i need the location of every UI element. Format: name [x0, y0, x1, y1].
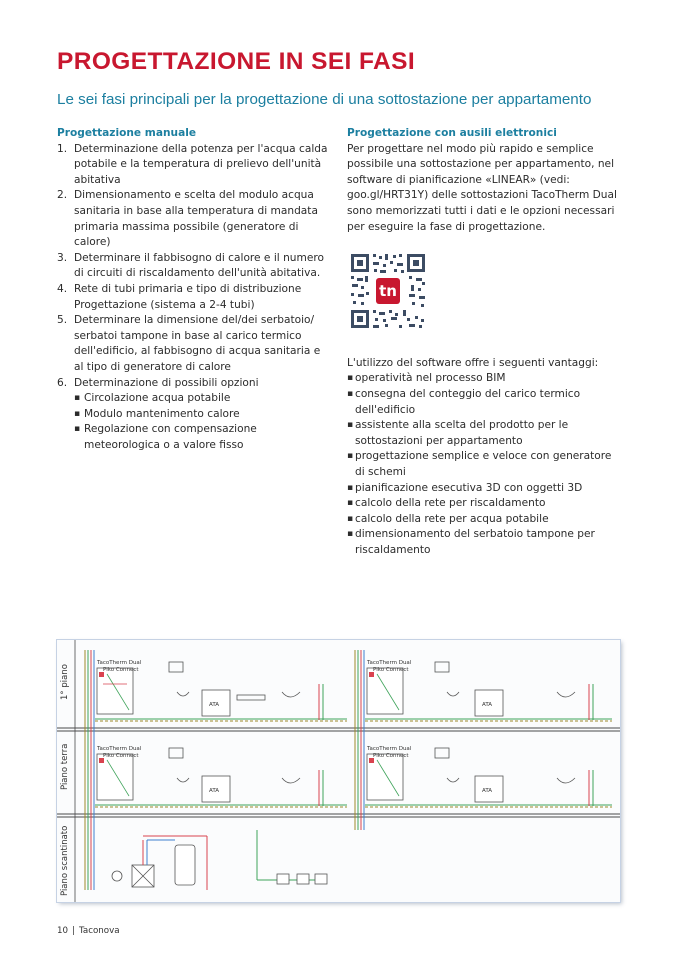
floor-label-basement: Piano scantinato [60, 825, 70, 896]
system-schematic [57, 640, 620, 902]
list-item: 6. Determinazione di possibili opzioni ▪ Circolazione acqua potabile ▪ Modulo mantenimento calore ▪ Regolazione con compensazione meteorologica o a valore fisso [57, 376, 332, 454]
electronic-intro-text: Per progettare nel modo più rapido e semplice possibile una sottostazione per appartamento, nel software di pianificazione «LINEAR» (vedi: goo.gl/HRT31Y) delle sottostazioni TacoTherm Dual sono memorizzati tutti i dati e le opzioni necessari per eseguire la fase di progettazione. [347, 142, 617, 233]
unit-label-line-2: Piko Connect [103, 753, 139, 759]
unit-label-line-2: Piko Connect [373, 753, 409, 759]
page-number: 10 [57, 926, 69, 936]
appliance-label: ATA [209, 702, 220, 708]
page-subtitle: Le sei fasi principali per la progettazione di una sottostazione per appartamento [57, 91, 592, 108]
unit-label-line-2: Piko Connect [103, 667, 139, 673]
list-item: ▪ dimensionamento del serbatoio tampone per riscaldamento [347, 527, 617, 558]
list-item: ▪ pianificazione esecutiva 3D con oggetti 3D [347, 481, 617, 497]
qr-code[interactable] [349, 252, 427, 330]
unit-label-line-1: TacoTherm Dual [97, 660, 142, 666]
qr-logo-text: tn [379, 282, 397, 301]
list-item: ▪ calcolo della rete per riscaldamento [347, 496, 617, 512]
appliance-label: ATA [209, 788, 220, 794]
list-item: 3. Determinare il fabbisogno di calore e il numero di circuiti di riscaldamento dell'unità abitativa. [57, 251, 324, 280]
list-item: ▪ calcolo della rete per acqua potabile [347, 512, 617, 528]
electronic-design-heading: Progettazione con ausili elettronici [347, 127, 557, 139]
manual-design-section [57, 126, 332, 453]
footer-brand: Taconova [79, 926, 120, 936]
list-item: 2. Dimensionamento e scelta del modulo acqua sanitaria in base alla temperatura di mandata primaria massima possibile (generatore di calore) [57, 189, 318, 249]
advantages-intro: L'utilizzo del software offre i seguenti vantaggi: [347, 356, 599, 369]
page-title: PROGETTAZIONE IN SEI FASI [57, 48, 416, 75]
page-footer: 10 | Taconova [57, 926, 120, 936]
list-item: ▪ consegna del conteggio del carico termico dell'edificio [347, 387, 617, 418]
unit-label-line-1: TacoTherm Dual [367, 660, 412, 666]
list-item: ▪ Modulo mantenimento calore [74, 407, 332, 423]
list-item: ▪ progettazione semplice e veloce con generatore di schemi [347, 449, 617, 480]
unit-label-line-1: TacoTherm Dual [97, 746, 142, 752]
schematic-drawing [57, 640, 620, 902]
manual-design-heading: Progettazione manuale [57, 127, 197, 139]
list-item: ▪ operatività nel processo BIM [347, 371, 617, 387]
advantages-list [347, 371, 617, 558]
floor-label-first: 1° piano [60, 664, 70, 700]
electronic-design-section [347, 126, 617, 558]
appliance-label: ATA [482, 702, 493, 708]
list-item: ▪ assistente alla scelta del prodotto per le sottostazioni per appartamento [347, 418, 617, 449]
manual-steps-list [57, 142, 332, 454]
options-list [74, 391, 332, 453]
unit-label-line-1: TacoTherm Dual [367, 746, 412, 752]
list-item: 4. Rete di tubi primaria e tipo di distribuzione Progettazione (sistema a 2-4 tubi) [57, 282, 302, 311]
list-item: ▪ Regolazione con compensazione meteorologica o a valore fisso [74, 422, 332, 453]
list-item: ▪ Circolazione acqua potabile [74, 391, 332, 407]
unit-label-line-2: Piko Connect [373, 667, 409, 673]
floor-label-ground: Piano terra [60, 743, 70, 790]
list-item: 1. Determinazione della potenza per l'acqua calda potabile e la temperatura di prelievo dell'unità abitativa [57, 142, 328, 186]
list-item: 5. Determinare la dimensione del/dei serbatoio/ serbatoi tampone in base al carico termico dell'edificio, al fabbisogno di acqua sanitaria e al tipo di generatore di calore [57, 314, 321, 373]
appliance-label: ATA [482, 788, 493, 794]
